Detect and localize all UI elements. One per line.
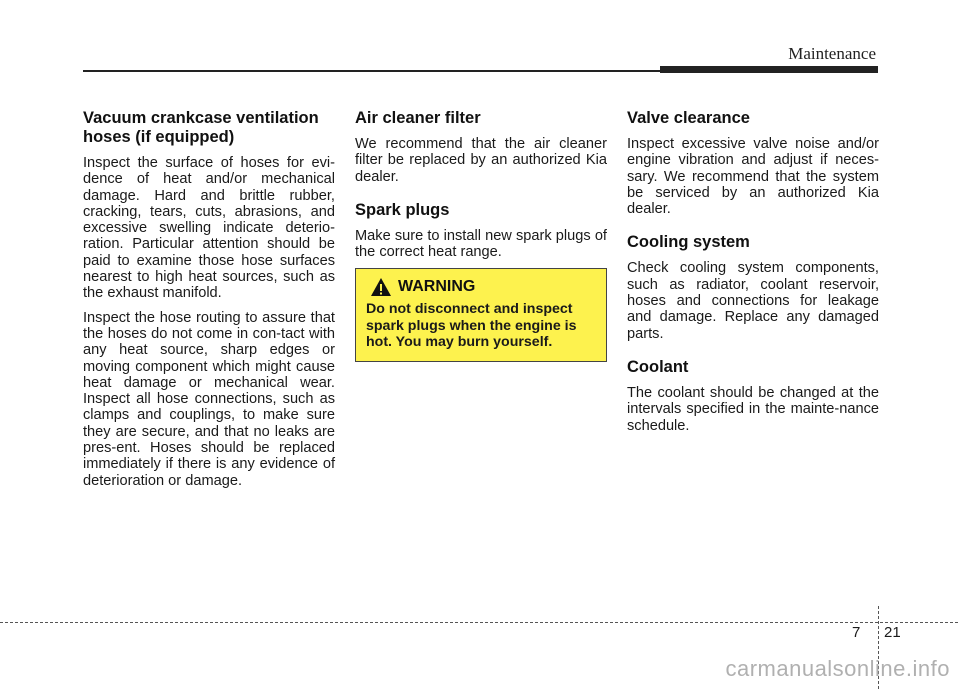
paragraph-cooling-system: Check cooling system components, such as radiator, coolant reservoir, hoses and connections for leakage and damage. Replace any damaged parts.: [627, 260, 879, 342]
heading-vacuum-hoses: Vacuum crankcase ventilation hoses (if equipped): [83, 109, 319, 146]
warning-box: [355, 268, 607, 362]
warning-header: [370, 277, 596, 297]
paragraph-coolant: The coolant should be changed at the intervals specified in the mainte-nance schedule.: [627, 384, 879, 434]
section-title: Maintenance: [788, 44, 876, 63]
warning-title: WARNING: [398, 278, 476, 296]
heading-coolant: Coolant: [627, 357, 689, 376]
paragraph-spark-plugs: Make sure to install new spark plugs of the correct heat range.: [355, 227, 607, 261]
warning-triangle-icon: [370, 277, 392, 297]
header-rule-accent: [660, 66, 878, 73]
paragraph-valve-clearance: Inspect excessive valve noise and/or engine vibration and adjust if neces-sary. We recommend that the system be serviced by an authorized Kia dealer.: [627, 136, 879, 218]
paragraph-hose-surface: Inspect the surface of hoses for evi-dence of heat and/or mechanical damage. Hard and brittle rubber, cracking, tears, cuts, abrasions, and excessive swelling indicate deterio-ration. Particular attention should be paid to examine those hose surfaces nearest to high heat sources, such as the exhaust manifold.: [83, 155, 335, 302]
chapter-number: 7: [852, 624, 861, 641]
page-number: 21: [884, 624, 901, 641]
column-1: [83, 109, 335, 497]
warning-text: Do not disconnect and inspect spark plugs when the engine is hot. You may burn yourself.: [366, 301, 577, 351]
header-rule: [83, 70, 663, 72]
paragraph-hose-routing: Inspect the hose routing to assure that the hoses do not come in con-tact with any heat source, sharp edges or moving component which might cause heat damage or mechanical wear. Inspect all hose connections, such as clamps and couplings, to make sure they are secure, and that no leaks are pres-ent. Hoses should be replaced immediately if there is any evidence of deterioration or damage.: [83, 309, 335, 489]
column-3: [627, 109, 879, 442]
heading-spark-plugs: Spark plugs: [355, 200, 450, 219]
heading-air-cleaner: Air cleaner filter: [355, 109, 481, 127]
paragraph-air-cleaner: We recommend that the air cleaner filter be replaced by an authorized Kia dealer.: [355, 136, 607, 185]
heading-cooling-system: Cooling system: [627, 233, 750, 252]
heading-valve-clearance: Valve clearance: [627, 109, 750, 127]
watermark: carmanualsonline.info: [725, 656, 950, 681]
footer-divider: [0, 622, 958, 623]
column-2: [355, 109, 607, 362]
